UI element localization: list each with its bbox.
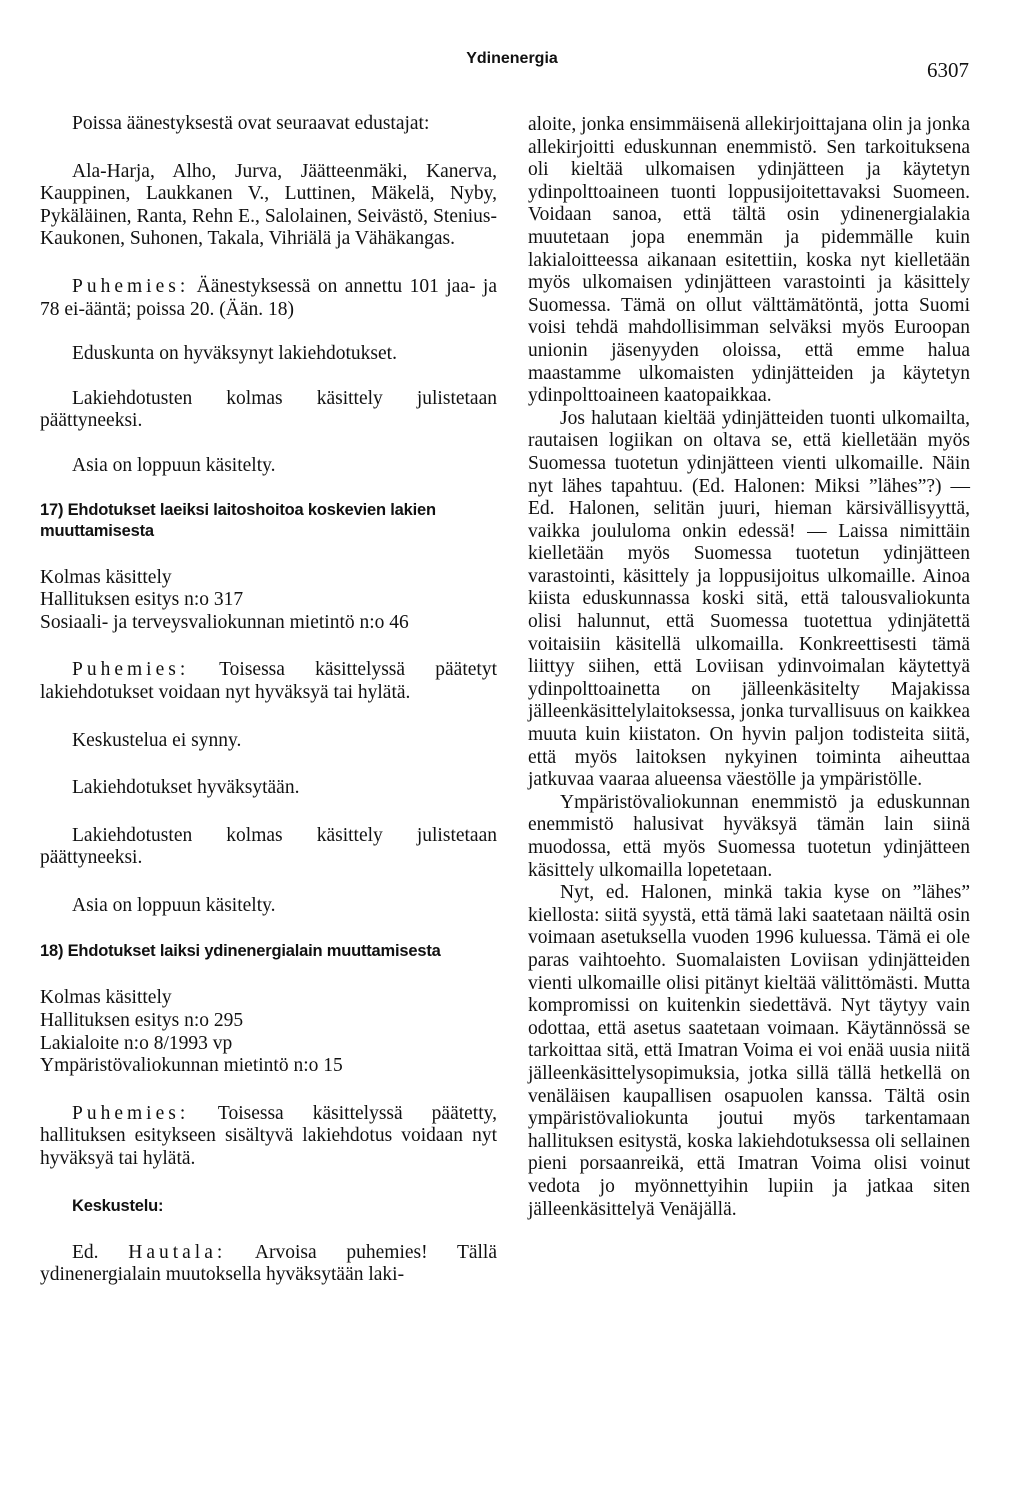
mp-speech-start [40, 1242, 497, 1287]
mp-prefix: Ed. [72, 1241, 129, 1263]
item-17-statement: Toisessa käsittelyssä päätetyt lakiehdotukset voidaan nyt hyväksyä tai hylätä. [40, 659, 497, 703]
speech-paragraph: Ympäristövaliokunnan enemmistö ja eduskunnan enemmistö halusivat hyväksyä tämän lain siinä muodossa, että myös Suomessa tuotetun ydinjätteen käsittely ulkomailla lopetetaan. [528, 791, 970, 881]
approval-statement: Eduskunta on hyväksynyt lakiehdotukset. [72, 343, 397, 365]
item-18-doc-line: Ympäristövaliokunnan mietintö n:o 15 [40, 1055, 343, 1077]
item-17-speaker-statement [40, 659, 497, 704]
item-17-heading: 17) Ehdotukset laeiksi laitoshoitoa koskevien lakien muuttamisesta [40, 500, 436, 540]
concluded-statement: Asia on loppuun käsitelty. [72, 454, 276, 476]
mp-speech-text: Arvoisa puhemies! Tällä ydinenergialain muutoksella hyväksytään laki- [40, 1241, 498, 1286]
left-column [40, 113, 497, 1287]
speech-paragraph: Nyt, ed. Halonen, minkä takia kyse on ”lähes” kiellosta: siitä syystä, että tämä laki saatetaan näiltä osin voimaan asetuksella vuoden 1996 kuluessa. Tämä ei ole paras vaihtoehto. Suomalaisten Loviisan ydinjätteiden vienti ulkomaille olisi pitänyt kieltää välittömästi. Mutta kompromissi on kuitenkin siedettävä. Nyt täytyy vain odottaa, että asetus saatetaan voimaan. Käytännössä se tarkoittaa sitä, että Imatran Voima ei voi enää uusia niitä jälleenkäsittelysopimuksia, jotka sillä tällä hetkellä on venäläisen kaupallisen osapuolen kanssa. Tältä osin ympäristövaliokunta joutui myös tarkentamaan hallituksen esitystä, koska lakiehdotuksessa oli sellainen pieni porsaanreikä, että Imatran Voima olisi voinut vedota jo myönnettyihin lupiin ja jatkaa siten jälleenkäsittelyä Venäjällä. [528, 882, 970, 1220]
speech-paragraph: Jos halutaan kieltää ydinjätteiden tuonti ulkomailta, rautaisen logiikan on oltava se, että kielletään myös Suomessa tuotetun ydinjätteen vienti ulkomaille. Näin nyt lähes tapahtuu. (Ed. Halonen: Miksi ”lähes”?) — Ed. Halonen, selitän juuri, hieman kärsivällisyyttä, vaikka joululoma onkin edessä! — Laissa nimittäin kielletään myös Suomessa tuotetun ydinjätteen varastointi, käsittely ja loppusijoitus ulkomaille. Ainoa kiista eduskunnassa koski sitä, että talousvaliokunta olisi halunnut, että Suomessa tuotettua ydinjätettä voitaisiin käsitellä ulkomailla. Konkreettisesti tämä liittyy siihen, että Loviisan ydinvoimalan käytettyä ydinpolttoainetta on jälleenkäsitelty Majakissa jälleenkäsittelylaitoksessa, jonka turvallisuus on kaikkea muuta kuin kiistaton. On hyvin paljon todisteita siitä, että myös laitoksen nykyinen toiminta aiheuttaa jatkuvaa vaaraa alueensa väestölle ja ympäristölle. [528, 407, 970, 791]
closing-statement: Lakiehdotusten kolmas käsittely julistetaan päättyneeksi. [40, 387, 497, 432]
speaker-label: Puhemies: [72, 659, 190, 681]
item-17-doc-line: Kolmas käsittely [40, 566, 172, 588]
speaker-label: Puhemies: [72, 1102, 190, 1124]
item-17-doc-line: Sosiaali- ja terveysvaliokunnan mietintö n:o 46 [40, 611, 409, 633]
running-header: Ydinenergia [466, 50, 558, 67]
item-17-accepted: Lakiehdotukset hyväksytään. [72, 777, 300, 799]
page-number: 6307 [927, 58, 969, 82]
item-17-concluded: Asia on loppuun käsitelty. [72, 894, 276, 916]
item-18-doc-line: Lakialoite n:o 8/1993 vp [40, 1032, 233, 1054]
speech-paragraph: aloite, jonka ensimmäisenä allekirjoittajana olin ja jonka allekirjoitti eduskunnan enemmistö. Sen tarkoituksena oli kieltää ulkomaisen ydinjätteen ja käytetyn ydinpolttoaineen tuonti loppusijoitettavaksi Suomeen. Voidaan sanoa, että tältä osin ydinenergialakia muutetaan jopa enemmän ja pidemmälle kuin lakialoitteessa aikanaan esitettiin, koska nyt kielletään myös ulkomaisen ydinjätteen varastointi ja käsittely Suomessa. Tämä on ollut välttämätöntä, jotta Suomi voisi tehdä mahdollisimman selväksi myös Euroopan unionin jäsenyyden oloissa, että emme halua maastamme ulkomaisten ydinjätteiden ja käytetyn ydinpolttoaineen kaatopaikkaa. [528, 114, 970, 407]
item-17-documents [40, 567, 497, 635]
vote-announcement [40, 276, 497, 321]
item-18-speaker-statement [40, 1103, 497, 1171]
item-18-doc-line: Kolmas käsittely [40, 987, 172, 1009]
item-18-statement: Toisessa käsittelyssä päätetty, hallituksen esitykseen sisältyvä lakiehdotus voidaan nyt hyväksyä tai hylätä. [40, 1102, 497, 1170]
item-18-doc-line: Hallituksen esitys n:o 295 [40, 1010, 244, 1032]
item-18-documents [40, 987, 497, 1077]
debate-heading: Keskustelu: [72, 1196, 164, 1215]
vote-result: Äänestyksessä on annettu 101 jaa- ja 78 ei-ääntä; poissa 20. (Ään. 18) [40, 275, 497, 320]
absentees-list: Ala-Harja, Alho, Jurva, Jäätteenmäki, Kanerva, Kauppinen, Laukkanen V., Luttinen, Mäkelä, Nyby, Pykäläinen, Ranta, Rehn E., Salolainen, Seivästö, Stenius-Kaukonen, Suhonen, Takala, Vihriälä ja Vähäkangas. [40, 160, 497, 250]
right-column [528, 114, 970, 1221]
item-17-doc-line: Hallituksen esitys n:o 317 [40, 589, 244, 611]
mp-name: Hautala: [128, 1241, 227, 1263]
item-17-no-debate: Keskustelua ei synny. [72, 729, 242, 751]
speaker-label: Puhemies: [72, 275, 190, 297]
absentees-intro: Poissa äänestyksestä ovat seuraavat edustajat: [72, 113, 430, 134]
item-18-heading: 18) Ehdotukset laiksi ydinenergialain muuttamisesta [40, 942, 441, 961]
item-17-closed: Lakiehdotusten kolmas käsittely julistetaan päättyneeksi. [40, 824, 497, 869]
